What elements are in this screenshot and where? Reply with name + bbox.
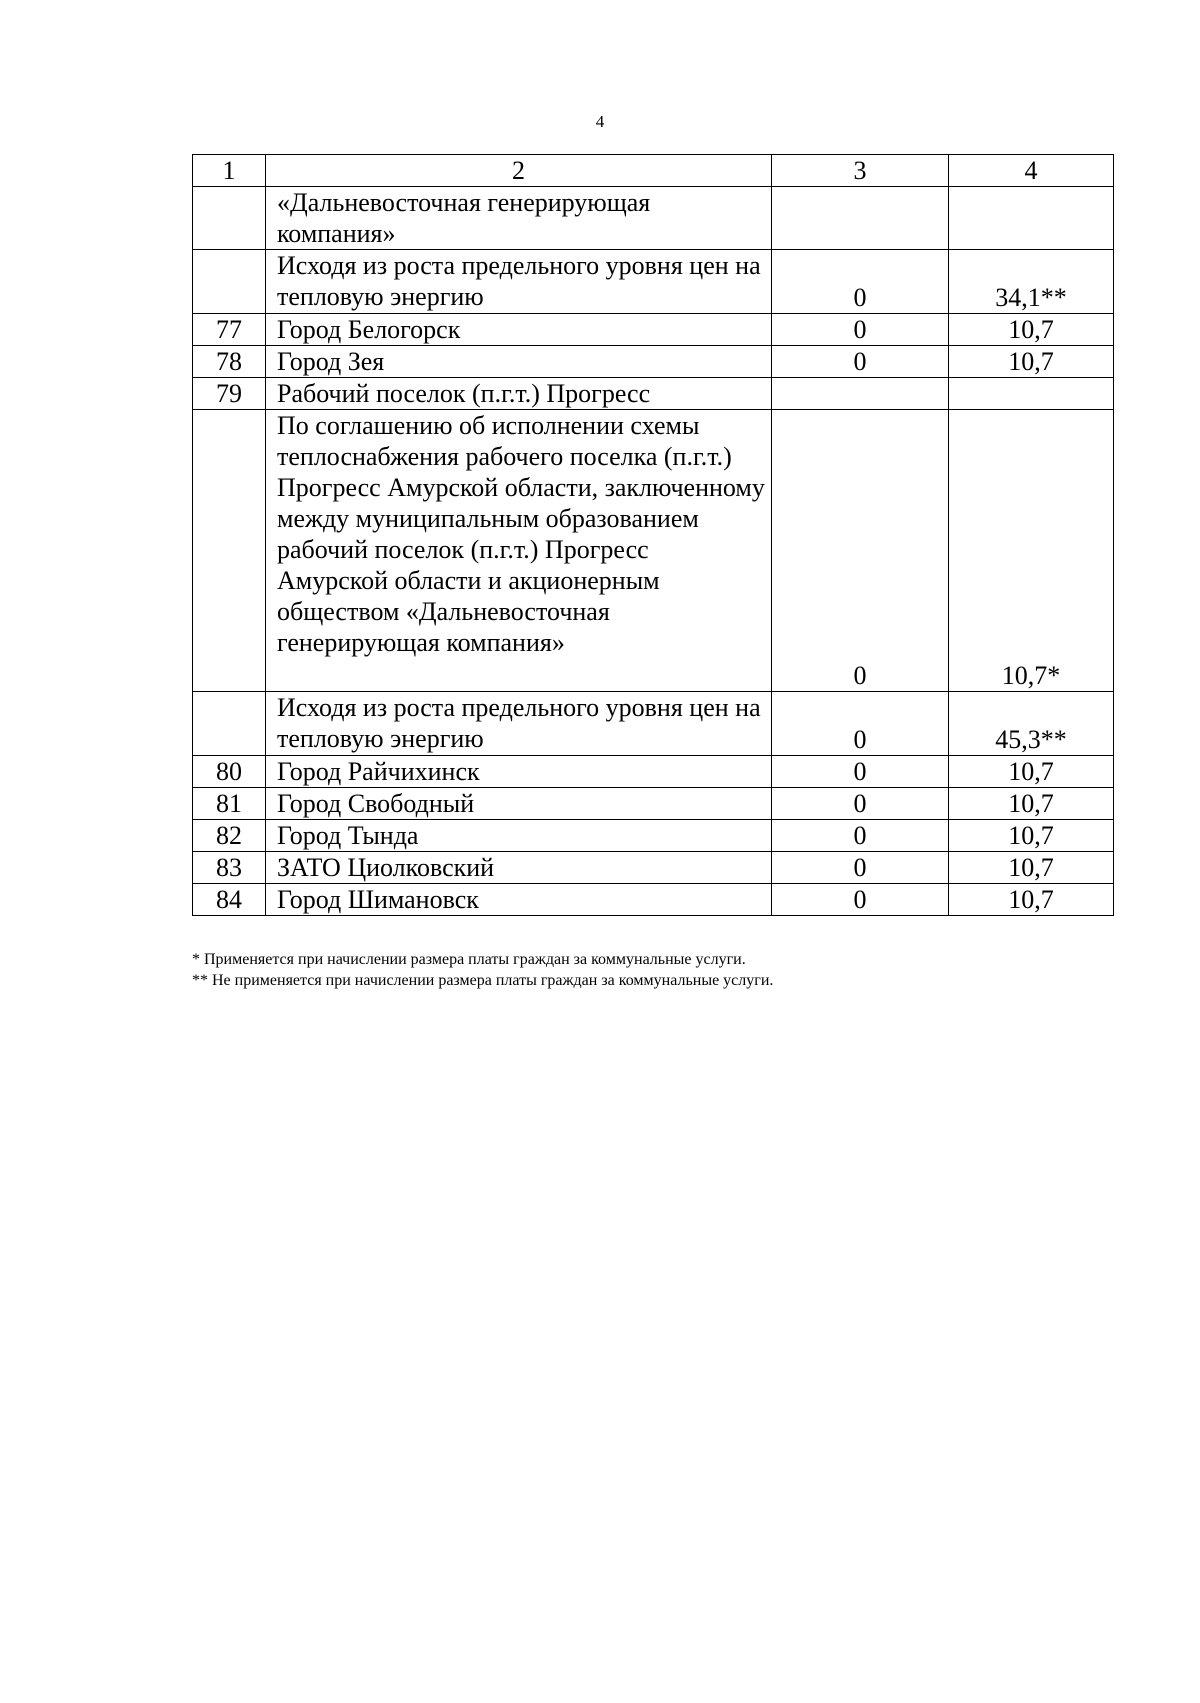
header-col-1: 1 bbox=[193, 155, 266, 187]
row-col4: 10,7 bbox=[949, 788, 1114, 820]
row-col3 bbox=[772, 378, 949, 410]
row-col4 bbox=[949, 378, 1114, 410]
row-col4: 10,7 bbox=[949, 756, 1114, 788]
row-col4 bbox=[949, 187, 1114, 250]
row-number: 80 bbox=[193, 756, 266, 788]
footnotes bbox=[192, 949, 1092, 991]
row-number bbox=[193, 250, 266, 314]
row-number: 77 bbox=[193, 314, 266, 346]
header-col-2: 2 bbox=[266, 155, 772, 187]
row-name: Город Райчихинск bbox=[266, 756, 772, 788]
header-col-3: 3 bbox=[772, 155, 949, 187]
row-number bbox=[193, 410, 266, 692]
row-col3: 0 bbox=[772, 314, 949, 346]
table-header-row bbox=[193, 155, 1114, 187]
row-col4: 10,7 bbox=[949, 820, 1114, 852]
row-name: Город Белогорск bbox=[266, 314, 772, 346]
row-col4: 10,7 bbox=[949, 346, 1114, 378]
row-col4: 10,7 bbox=[949, 884, 1114, 916]
row-col3: 0 bbox=[772, 250, 949, 314]
row-col3: 0 bbox=[772, 820, 949, 852]
row-name: Рабочий поселок (п.г.т.) Прогресс bbox=[266, 378, 772, 410]
row-number: 84 bbox=[193, 884, 266, 916]
row-name: Город Шимановск bbox=[266, 884, 772, 916]
row-name: Город Зея bbox=[266, 346, 772, 378]
row-number bbox=[193, 187, 266, 250]
row-name: «Дальневосточная генерирующая компания» bbox=[266, 187, 772, 250]
row-name: Исходя из роста предельного уровня цен на тепловую энергию bbox=[266, 692, 772, 756]
row-col3 bbox=[772, 187, 949, 250]
row-col3: 0 bbox=[772, 692, 949, 756]
table-row bbox=[193, 314, 1114, 346]
row-col3: 0 bbox=[772, 410, 949, 692]
table-row bbox=[193, 756, 1114, 788]
table-row bbox=[193, 692, 1114, 756]
table-row bbox=[193, 187, 1114, 250]
header-col-4: 4 bbox=[949, 155, 1114, 187]
row-col4: 10,7 bbox=[949, 314, 1114, 346]
row-name: ЗАТО Циолковский bbox=[266, 852, 772, 884]
row-col4: 10,7 bbox=[949, 852, 1114, 884]
table-row bbox=[193, 378, 1114, 410]
row-number: 79 bbox=[193, 378, 266, 410]
table-row bbox=[193, 410, 1114, 692]
row-name: Город Тында bbox=[266, 820, 772, 852]
row-number bbox=[193, 692, 266, 756]
footnote-1: * Применяется при начислении размера платы граждан за коммунальные услуги. bbox=[192, 951, 746, 968]
table-row bbox=[193, 346, 1114, 378]
row-col3: 0 bbox=[772, 852, 949, 884]
page-number: 4 bbox=[595, 112, 605, 131]
row-number: 81 bbox=[193, 788, 266, 820]
row-col3: 0 bbox=[772, 346, 949, 378]
row-col4: 10,7* bbox=[949, 410, 1114, 692]
row-col3: 0 bbox=[772, 884, 949, 916]
row-number: 82 bbox=[193, 820, 266, 852]
row-name: Город Свободный bbox=[266, 788, 772, 820]
row-number: 78 bbox=[193, 346, 266, 378]
table-row bbox=[193, 788, 1114, 820]
row-name: По соглашению об исполнении схемы теплоснабжения рабочего поселка (п.г.т.) Прогресс Амурской области, заключенному между муниципальным образованием рабочий поселок (п.г.т.) Прогресс Амурской области и акционерным обществом «Дальневосточная генерирующая компания» bbox=[266, 410, 772, 692]
table-row bbox=[193, 884, 1114, 916]
table-row bbox=[193, 250, 1114, 314]
row-col4: 45,3** bbox=[949, 692, 1114, 756]
tariff-table bbox=[192, 154, 1114, 916]
row-name: Исходя из роста предельного уровня цен на тепловую энергию bbox=[266, 250, 772, 314]
row-col3: 0 bbox=[772, 756, 949, 788]
row-col4: 34,1** bbox=[949, 250, 1114, 314]
row-col3: 0 bbox=[772, 788, 949, 820]
footnote-2: ** Не применяется при начислении размера платы граждан за коммунальные услуги. bbox=[192, 972, 774, 989]
table-row bbox=[193, 820, 1114, 852]
table-row bbox=[193, 852, 1114, 884]
row-number: 83 bbox=[193, 852, 266, 884]
